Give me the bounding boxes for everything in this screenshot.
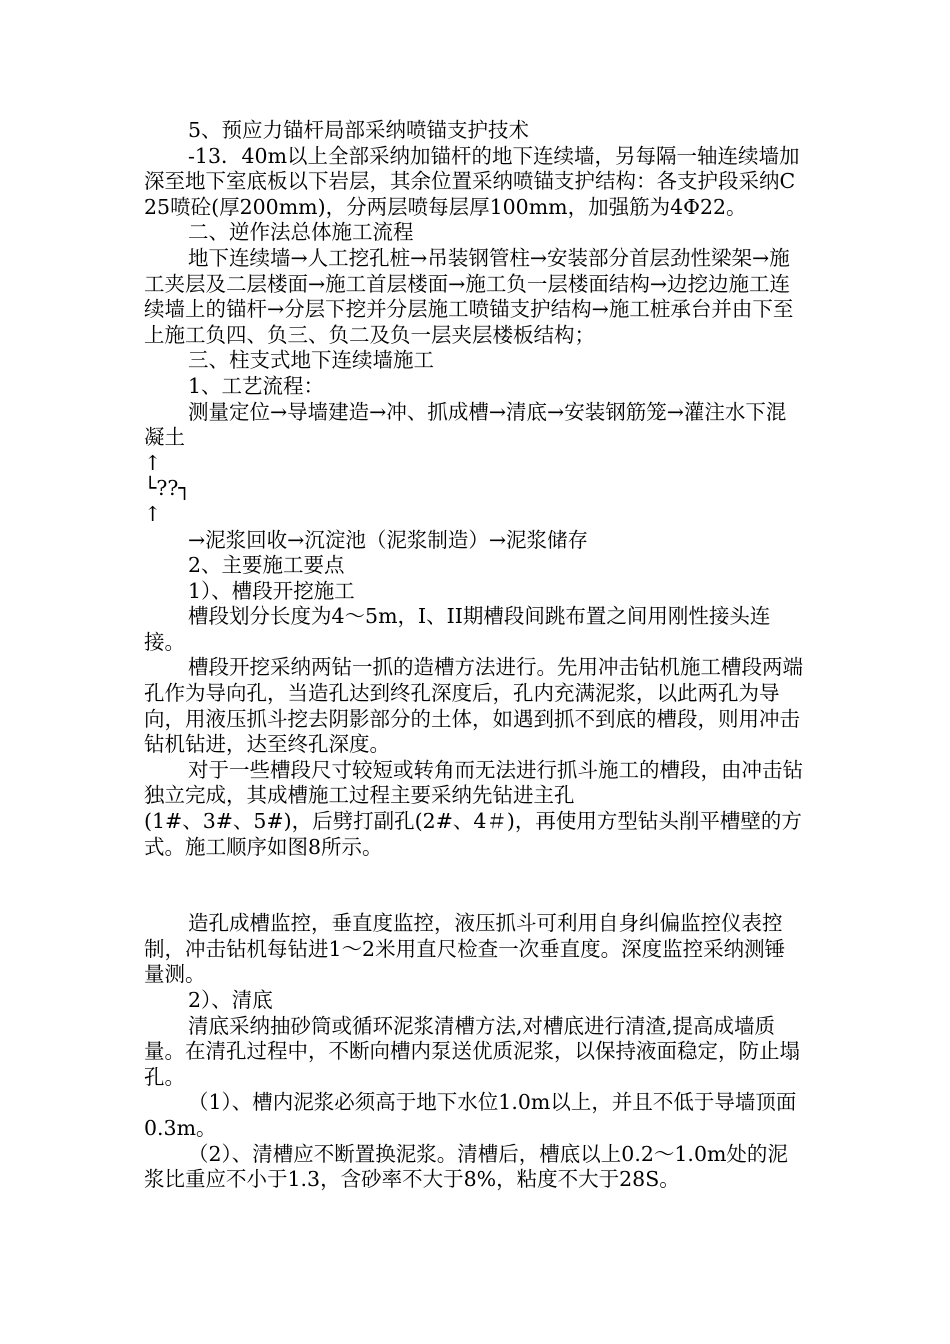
subheading-key-points: 2、主要施工要点 <box>188 553 345 578</box>
document-body <box>144 118 804 1193</box>
flow-bracket-line: └??┐ <box>144 476 191 501</box>
section-heading-prestressed-anchor: 5、预应力锚杆局部采纳喷锚支护技术 <box>188 118 530 142</box>
paragraph-topdown-flow: 地下连续墙→人工挖孔桩→吊装钢管柱→安装部分首层劲性梁架→施工夹层及二层楼面→施工首层楼面→施工负一层楼面结构→边挖边施工连续墙上的锚杆→分层下挖并分层施工喷锚支护结构→施工桩承台并由下至上施工负四、负三、负二及负一层夹层楼板结构； <box>144 245 794 347</box>
paragraph-short-trench-b: (1#、3#、5#)，后劈打副孔(2#、4＃)，再使用方型钻头削平槽壁的方式。施工顺序如图8所示。 <box>144 809 802 859</box>
section-heading-topdown-process: 二、逆作法总体施工流程 <box>188 220 414 245</box>
subheading-cleaning: 2）、清底 <box>188 988 273 1012</box>
paragraph-cleaning-rule-2: （2）、清槽应不断置换泥浆。清槽后，槽底以上0.2～1.0m处的泥浆比重应不小于1.3，含砂率不大于8%，粘度不大于28S。 <box>144 1141 788 1192</box>
flow-up-arrow-2: ↑ <box>144 501 162 526</box>
section-heading-diaphragm-wall: 三、柱支式地下连续墙施工 <box>188 348 434 373</box>
paragraph-process-steps: 测量定位→导墙建造→冲、抓成槽→清底→安装钢筋笼→灌注水下混凝土 <box>144 399 787 450</box>
paragraph-cleaning-method: 清底采纳抽砂筒或循环泥浆清槽方法,对槽底进行清渣,提高成墙质量。在清孔过程中，不断向槽内泵送优质泥浆，以保持液面稳定，防止塌孔。 <box>144 1013 800 1089</box>
paragraph-anchor-wall: -13．40m以上全部采纳加锚杆的地下连续墙，另每隔一轴连续墙加深至地下室底板以下岩层，其余位置采纳喷锚支护结构：各支护段采纳C25喷砼(厚200mm)，分两层喷每层厚100mm，加强筋为4Φ22。 <box>144 143 800 219</box>
paragraph-mud-recycle-flow: →泥浆回收→沉淀池（泥浆制造）→泥浆储存 <box>188 527 589 552</box>
paragraph-trench-method: 槽段开挖采纳两钻一抓的造槽方法进行。先用冲击钻机施工槽段两端孔作为导向孔，当造孔达到终孔深度后，孔内充满泥浆，以此两孔为导向，用液压抓斗挖去阴影部分的土体，如遇到抓不到底的槽段，则用冲击钻机钻进，达至终孔深度。 <box>144 655 803 757</box>
paragraph-monitoring: 造孔成槽监控，垂直度监控，液压抓斗可利用自身纠偏监控仪表控制，冲击钻机每钻进1～2米用直尺检查一次垂直度。深度监控采纳测锤量测。 <box>144 911 786 987</box>
subheading-trench-excavation: 1）、槽段开挖施工 <box>188 578 355 603</box>
paragraph-cleaning-rule-1: （1）、槽内泥浆必须高于地下水位1.0m以上，并且不低于导墙顶面0.3m。 <box>144 1090 797 1140</box>
flow-up-arrow-1: ↑ <box>144 450 162 475</box>
paragraph-short-trench-a: 对于一些槽段尺寸较短或转角而无法进行抓斗施工的槽段，由冲击钻独立完成，其成槽施工过程主要采纳先钻进主孔 <box>144 757 803 808</box>
subheading-process-flow: 1、工艺流程： <box>188 373 325 398</box>
figure-gap <box>144 860 804 911</box>
paragraph-trench-length: 槽段划分长度为4～5m，I、II期槽段间跳布置之间用刚性接头连接。 <box>144 604 771 654</box>
